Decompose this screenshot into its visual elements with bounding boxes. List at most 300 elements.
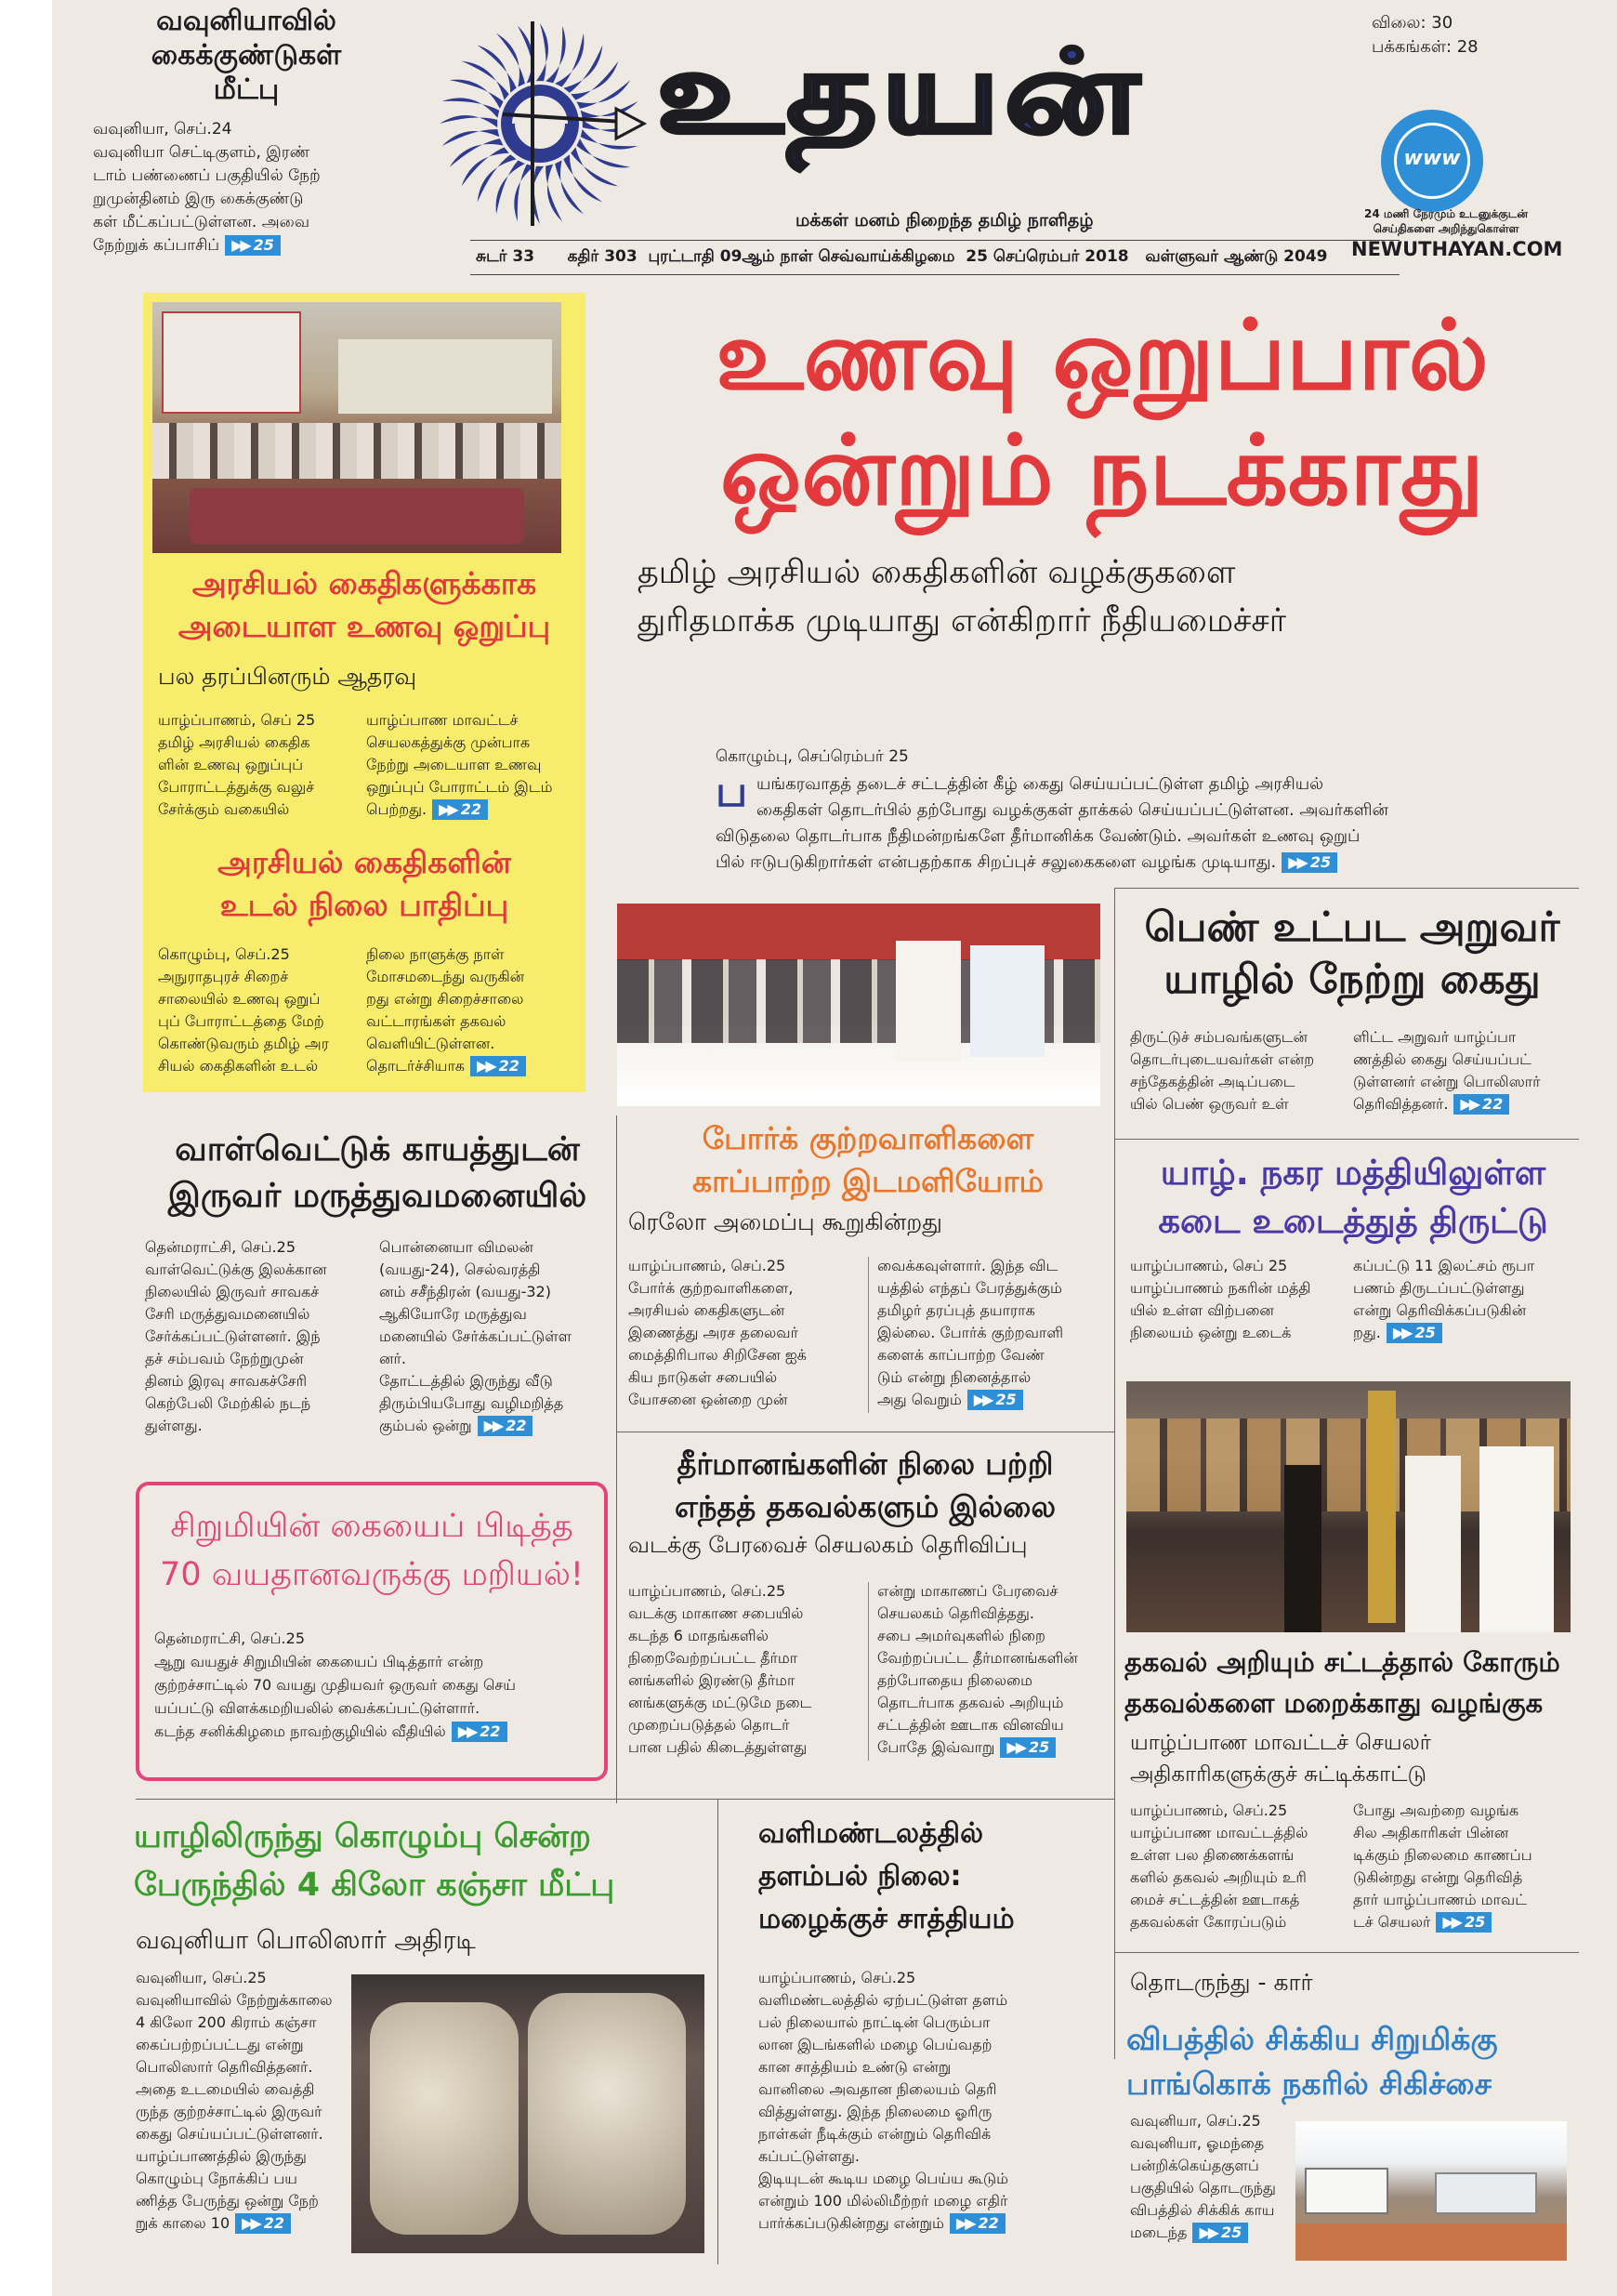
section-rule [1114, 1952, 1579, 1953]
girl-hand-headline-1: சிறுமியின் கையைப் பிடித்த [170, 1508, 573, 1545]
text-line: டுள்ளனர் என்று பொலிஸார் [1353, 1073, 1541, 1090]
text-line: போதே இவ்வாறு [877, 1738, 995, 1756]
text-line: போர்க் குற்றவாளிகளை, [628, 1279, 794, 1297]
text-line: வாள்வெட்டுக்கு இலக்கான [145, 1260, 327, 1278]
chevron-right-icon: ▶▶ [477, 1057, 494, 1075]
chevron-right-icon: ▶▶ [1392, 1324, 1411, 1341]
text-line [1130, 2222, 1293, 2244]
continued-badge[interactable] [1387, 1323, 1442, 1343]
chevron-right-icon: ▶▶ [1288, 853, 1306, 871]
text-line: போராட்டத்துக்கு வலுச் [158, 778, 315, 796]
weather-headline-2: தளம்பல் நிலை: [758, 1860, 962, 1893]
resolutions-headline [621, 1443, 1110, 1528]
column-rule [1114, 888, 1115, 2059]
women-arrest-headline [1124, 902, 1580, 1006]
text-line: புப் போராட்டத்தை மேற் [158, 1012, 324, 1030]
bangkok-body [1130, 2110, 1293, 2244]
column-rule [616, 1115, 617, 1803]
text-line: னங்களுக்கு மட்டுமே நடை [628, 1694, 812, 1711]
cannabis-headline-1: யாழிலிருந்து கொழும்பு சென்ற [134, 1818, 591, 1855]
text-line: கொழும்பு, செப்.25 [158, 945, 290, 963]
lead-headline-2: ஒன்றும் நடக்காது [720, 414, 1484, 527]
text-line: வவுனியா, செப்.25 [136, 1969, 267, 1986]
continued-badge[interactable] [432, 799, 488, 820]
text-line: ளின் உணவு ஒறுப்புப் [158, 756, 304, 773]
text-line: டிக்கும் நிலைமை காணப்ப [1353, 1846, 1532, 1864]
text-line: முறைப்படுத்தல் தொடர் [628, 1716, 790, 1734]
text-line: சேர்க்கும் வகையில் [158, 800, 290, 818]
text-line: தென்மராட்சி, செப்.25 [154, 1630, 305, 1647]
text-line: களில் தகவல் அறியும் உரி [1130, 1868, 1307, 1886]
yb-story1-sub: பல தரப்பினரும் ஆதரவு [158, 663, 417, 690]
text-line: சில அதிகாரிகள் பின்ன [1353, 1824, 1509, 1841]
text-line [366, 1055, 575, 1077]
text-line: டச் செயலர் [1353, 1913, 1431, 1931]
text-line: 4 கிலோ 200 கிராம் கஞ்சா [136, 2013, 317, 2031]
cannabis-packages-photo [351, 1974, 704, 2253]
text-line: கைதிகள் தொடர்பில் தற்போது வழக்குகள் தாக்கல் செய்யப்பட்டுள்ளன. அவர்களின் [756, 800, 1388, 820]
lead-story [610, 297, 1595, 645]
section-rule [1114, 1139, 1579, 1140]
sword-attack-col1 [145, 1236, 368, 1437]
yb-story2-col1 [158, 943, 358, 1077]
text-line: வவுனியா செட்டிகுளம், இரண் [93, 143, 310, 162]
text-line: தமிழர் தரப்புத் தயாராக [877, 1301, 1035, 1319]
continued-page: 25 [1464, 1913, 1486, 1931]
chevron-right-icon: ▶▶ [242, 2214, 259, 2232]
text-line: கும்பல் ஒன்று [379, 1417, 472, 1434]
sword-attack-col2 [379, 1236, 611, 1437]
continued-badge[interactable] [950, 2213, 1006, 2234]
yb-story2-headline-2: உடல் நிலை பாதிப்பு [219, 887, 509, 923]
page-count: பக்கங்கள்: 28 [1372, 37, 1479, 57]
text-line: அது வெறும் [877, 1391, 962, 1408]
weather-headline [758, 1813, 1102, 1941]
lead-dateline: கொழும்பு, செப்ரெம்பர் 25 [716, 747, 909, 766]
text-line: கொழும்பு நோக்கிப் பய [136, 2170, 297, 2187]
text-line: நாள்கள் நீடிக்கும் என்றும் தெரிவிக் [758, 2125, 992, 2143]
text-line: பணம் திருடப்பட்டுள்ளது [1353, 1279, 1525, 1297]
text-line: தச் சம்பவம் நேற்றுமுன் [145, 1350, 304, 1367]
text-line: விடுதலை தொடர்பாக நீதிமன்றங்களே தீர்மானிக்க வேண்டும். அவர்கள் உணவு ஒறுப் [716, 826, 1361, 846]
yb-story1-col2 [366, 709, 575, 821]
resolutions-headline-2: எந்தத் தகவல்களும் இல்லை [675, 1489, 1056, 1524]
text-line: நேற்று அடையாள உணவு [366, 756, 542, 773]
text-line: என்றும் 100 மில்லிமீற்றர் மழை எதிர் [758, 2192, 1008, 2210]
girl-hand-box [136, 1482, 608, 1781]
text-line: என்று மாகாணப் பேரவைச் [877, 1582, 1058, 1600]
text-line: குற்றச்சாட்டில் 70 வயது முதியவர் ஒருவர் கைது செய் [154, 1676, 516, 1694]
rti-col2 [1353, 1800, 1581, 1933]
text-line [716, 850, 1589, 876]
text-line: ணித்த பேருந்து ஒன்று நேற் [136, 2192, 319, 2210]
text-line: யாழ்ப்பாண மாவட்டச் [366, 711, 519, 729]
text-line: ஒறுப்புப் போராட்டம் இடம் [366, 778, 553, 796]
text-line: ணத்தில் கைது செய்யப்பட் [1353, 1050, 1532, 1068]
newspaper-page [52, 0, 1617, 2296]
women-arrest-headline-2: யாழில் நேற்று கைது [1163, 956, 1541, 1003]
text-line: தார் யாழ்ப்பாணம் மாவட் [1353, 1891, 1527, 1908]
text-line: பொலிஸார் தெரிவித்தனர். [136, 2058, 313, 2076]
text-line [1353, 1322, 1581, 1344]
chevron-right-icon: ▶▶ [1199, 2223, 1217, 2241]
text-line: யாழ்ப்பாணம், செப்.25 [628, 1582, 786, 1600]
shop-theft-headline [1121, 1149, 1585, 1246]
web-note-1: 24 மணி நேரமும் உடனுக்குடன் [1364, 207, 1528, 220]
text-line: ளிட்ட அறுவர் யாழ்ப்பா [1353, 1028, 1517, 1046]
top-left-story [93, 4, 400, 257]
text-line: தொடர்புடையவர்கள் என்ற [1130, 1050, 1315, 1068]
sun-logo-icon [433, 17, 647, 231]
continued-badge[interactable] [1436, 1912, 1492, 1933]
text-line: தோட்டத்தில் இருந்து வீடு [379, 1372, 553, 1390]
text-line: சாலையில் உணவு ஒறுப் [158, 990, 321, 1008]
continued-badge[interactable] [1453, 1094, 1509, 1115]
text-line: வெளியிட்டுள்ளன. [366, 1035, 495, 1052]
chevron-right-icon: ▶▶ [483, 1417, 502, 1434]
continued-page: 25 [1221, 2223, 1242, 2241]
issue-line: சுடர் 33 கதிர் 303 புரட்டாதி 09ஆம் நாள் செவ்வாய்க்கிழமை 25 செப்ரெம்பர் 2018 வள்ளுவர் ஆண்டு 2049 [476, 247, 1328, 266]
text-line: யாழ்ப்பாணம், செப்.25 [628, 1257, 786, 1274]
text-line: மைச் சட்டத்தின் ஊடாகத் [1130, 1891, 1300, 1908]
text-line: பான பதில் கிடைத்துள்ளது [628, 1738, 808, 1756]
resolutions-col1 [628, 1580, 861, 1759]
text-line: கிய நாடுகள் சபையில் [628, 1368, 778, 1386]
war-crimes-headline-2: காப்பாற்ற இடமளியோம் [691, 1163, 1045, 1199]
protest-photo [152, 302, 561, 553]
continued-page: 25 [253, 236, 274, 254]
text-line: யாழ்ப்பாண மாவட்டத்தில் [1130, 1824, 1308, 1841]
text-line: பகுதியில் தொடருந்து [1130, 2179, 1276, 2197]
text-line: டுகின்றது என்று தெரிவித் [1353, 1868, 1523, 1886]
text-line: வவுனியா, செப்.24 [93, 120, 232, 139]
masthead [405, 0, 1334, 288]
text-line: தகவல்கள் கோரப்படும் [1130, 1913, 1287, 1931]
text-line: பெற்றது. [366, 800, 427, 818]
text-line [93, 234, 400, 257]
text-line: மனையில் சேர்க்கப்பட்டுள்ள [379, 1327, 572, 1345]
text-line [366, 798, 575, 821]
web-badge-label: www [1403, 147, 1461, 170]
text-line [758, 2212, 1111, 2235]
text-line: கடந்த 6 மாதங்களில் [628, 1627, 769, 1644]
text-line: னங்களில் இரண்டு தீர்மா [628, 1671, 795, 1689]
text-line: றுக் காலை 10 [136, 2214, 230, 2232]
text-line: தெரிவித்தனர். [1353, 1095, 1449, 1113]
continued-badge[interactable] [235, 2213, 291, 2234]
text-line: மைத்திரிபால சிறிசேன ஐக் [628, 1346, 807, 1364]
continued-page: 25 [1414, 1324, 1436, 1341]
resolutions-sub: வடக்கு பேரவைச் செயலகம் தெரிவிப்பு [628, 1532, 1028, 1558]
text-line: வவுனியாவில் நேற்றுக்காலை [136, 1991, 333, 2009]
weather-body [758, 1967, 1111, 2235]
text-line: யங்கரவாதத் தடைச் சட்டத்தின் கீழ் கைது செய்யப்பட்டுள்ள தமிழ் அரசியல் [756, 774, 1324, 794]
text-line: கப்பட்டு 11 இலட்சம் ரூபா [1353, 1257, 1535, 1274]
lead-headline-1: உணவு ஒறுப்பால் [716, 298, 1489, 412]
text-line: பார்க்கப்படுகின்றது என்றும் [758, 2214, 944, 2232]
text-line [877, 1736, 1114, 1759]
price: விலை: 30 [1372, 13, 1453, 33]
bangkok-kicker: தொடருந்து - கார் [1130, 1969, 1313, 1996]
section-rule [1114, 888, 1579, 889]
continued-page: 22 [480, 1722, 501, 1740]
chevron-right-icon: ▶▶ [1442, 1913, 1460, 1931]
top-left-body [93, 118, 400, 257]
weather-headline-3: மழைக்குச் சாத்தியம் [758, 1903, 1015, 1935]
rti-headline [1124, 1642, 1580, 1723]
continued-page: 25 [1029, 1738, 1050, 1756]
continued-badge[interactable] [225, 235, 281, 256]
text-line: வளிமண்டலத்தில் ஏற்பட்டுள்ள தளம் [758, 1991, 1008, 2009]
continued-badge[interactable] [967, 1390, 1023, 1410]
text-line: தென்மராட்சி, செப்.25 [145, 1238, 296, 1256]
sword-attack-headline-2: இருவர் மருத்துவமனையில் [167, 1177, 587, 1215]
text-line: அநுராதபுரச் சிறைச் [158, 968, 289, 985]
text-line [136, 2212, 349, 2235]
text-line: றுமுன்தினம் இரு கைக்குண்டு [93, 190, 304, 208]
yb-story2-col2 [366, 943, 575, 1077]
shop-theft-headline-2: கடை உடைத்துத் திருட்டு [1158, 1201, 1548, 1241]
text-line: கெற்பேலி மேற்கில் நடந் [145, 1394, 311, 1412]
text-line: சந்தேகத்தின் அடிப்படை [1130, 1073, 1295, 1090]
text-line: டாம் பண்ணைப் பகுதியில் நேற் [93, 166, 321, 185]
text-line: யாழ்ப்பாணம், செப் 25 [1130, 1257, 1288, 1274]
top-left-headline-1: வவுனியாவில் [156, 5, 336, 37]
text-line: நிலையம் ஒன்று உடைக் [1130, 1324, 1292, 1341]
shop-theft-col2 [1353, 1255, 1581, 1344]
text-line: அரசியல் கைதிகளுடன் [628, 1301, 785, 1319]
continued-page: 22 [460, 800, 481, 818]
resolutions-headline-1: தீர்மானங்களின் நிலை பற்றி [677, 1446, 1054, 1482]
text-line: யத்தில் எந்தப் பேரத்துக்கும் [877, 1279, 1062, 1297]
lead-drop-cap: ப [716, 766, 748, 816]
text-line: சட்டத்தின் ஊடாக வினவிய [877, 1716, 1064, 1734]
text-line: பல் நிலையால் நாட்டின் பெரும்பா [758, 2013, 991, 2031]
text-line: தற்போதைய நிலைமை [877, 1671, 1032, 1689]
chevron-right-icon: ▶▶ [439, 800, 456, 818]
continued-page: 25 [1309, 853, 1332, 871]
text-line: யோசனை ஒன்றை முன் [628, 1391, 788, 1408]
text-line [877, 1389, 1110, 1411]
top-left-headline-3: மீட்பு [213, 73, 280, 106]
lead-sub-1: தமிழ் அரசியல் கைதிகளின் வழக்குகளை [638, 554, 1236, 591]
press-meet-photo [617, 904, 1100, 1106]
text-line: ஆகியோரே மருத்துவ [379, 1305, 527, 1323]
chevron-right-icon: ▶▶ [231, 236, 249, 254]
text-line: தொடர்ச்சியாக [366, 1057, 466, 1075]
sword-attack-headline [145, 1127, 610, 1220]
masthead-tagline: மக்கள் மனம் நிறைந்த தமிழ் நாளிதழ் [795, 210, 1094, 231]
chevron-right-icon: ▶▶ [955, 2214, 974, 2232]
text-line: யாழ்ப்பாணம் நகரின் மத்தி [1130, 1279, 1311, 1297]
yb-story1-headline-2: அடையாள உணவு ஒறுப்பு [177, 608, 551, 644]
women-arrest-col2 [1353, 1026, 1576, 1115]
continued-badge[interactable] [1000, 1737, 1056, 1758]
resolutions-col2 [877, 1580, 1114, 1759]
text-line: மோசமடைந்து வருகின் [366, 968, 525, 985]
text-line: னர். [379, 1350, 406, 1367]
text-line: கான சாத்தியம் உண்டு என்று [758, 2058, 952, 2076]
text-line: கள் மீட்கப்பட்டுள்ளன. அவை [93, 213, 309, 231]
text-line [154, 1720, 600, 1743]
text-line: வித்துள்ளது. இந்த நிலைமை ஓரிரு [758, 2103, 993, 2120]
column-rule [717, 1800, 718, 2264]
text-line: சேரி மருத்துவமனையில் [145, 1305, 310, 1323]
text-line [1353, 1093, 1576, 1115]
text-line: செயலகத்துக்கு முன்பாக [366, 733, 531, 751]
column-rule [868, 1582, 869, 1761]
text-line: தமிழ் அரசியல் கைதிக [158, 733, 310, 751]
text-line: லான இடங்களில் மழை பெய்வதற் [758, 2036, 993, 2053]
chevron-right-icon: ▶▶ [1460, 1095, 1479, 1113]
text-line: பன்றிக்கெய்தகுளப் [1130, 2157, 1259, 2174]
text-line: றது. [1353, 1324, 1381, 1341]
text-line: களைக் காப்பாற்ற வேண் [877, 1346, 1045, 1364]
chevron-right-icon: ▶▶ [1006, 1738, 1025, 1756]
rti-col1 [1130, 1800, 1348, 1933]
continued-page: 22 [498, 1057, 519, 1075]
masthead-rule-top [470, 240, 1400, 241]
chevron-right-icon: ▶▶ [973, 1391, 992, 1408]
continued-badge[interactable] [470, 1056, 526, 1076]
war-crimes-sub: ரெலோ அமைப்பு கூறுகின்றது [628, 1208, 942, 1235]
bangkok-headline [1126, 2017, 1582, 2106]
text-line: யாழ்ப்பாணம், செப்.25 [758, 1969, 916, 1986]
yb-story1-headline-1: அரசியல் கைதிகளுக்காக [191, 565, 537, 601]
continued-page: 22 [978, 2214, 999, 2232]
text-line: யாழ்ப்பாணம், செப் 25 [158, 711, 316, 729]
text-line: சபை அமர்வுகளில் நிறை [877, 1627, 1045, 1644]
women-arrest-col1 [1130, 1026, 1344, 1115]
text-line: சியல் கைதிகளின் உடல் [158, 1057, 319, 1075]
text-line: யாழ்ப்பாணத்தில் இருந்து [136, 2147, 307, 2165]
text-line: திரும்பியபோது வழிமறித்த [379, 1394, 564, 1412]
lead-body [716, 772, 1589, 876]
war-crimes-col2 [877, 1255, 1110, 1411]
cannabis-sub: வவுனியா பொலிஸார் அதிரடி [136, 1926, 476, 1955]
text-line: பில் ஈடுபடுகிறார்கள் என்பதற்காக சிறப்புச் சலுகைகளை வழங்க முடியாது. [716, 852, 1277, 872]
text-line: கடந்த சனிக்கிழமை நாவற்குழியில் வீதியில் [154, 1722, 446, 1740]
text-line: ஆறு வயதுச் சிறுமியின் கையைப் பிடித்தார் என்ற [154, 1653, 484, 1670]
text-line: போது அவற்றை வழங்க [1353, 1801, 1519, 1819]
text-line: வவுனியா, ஓமந்தை [1130, 2134, 1265, 2152]
text-line: யில் பெண் ஒருவர் உள் [1130, 1095, 1289, 1113]
rti-headline-1: தகவல் அறியும் சட்டத்தால் கோரும் [1124, 1646, 1560, 1678]
continued-badge[interactable] [478, 1416, 533, 1436]
cannabis-headline-2: பேருந்தில் 4 கிலோ கஞ்சா மீட்பு [134, 1867, 615, 1904]
text-line: துள்ளது. [145, 1417, 203, 1434]
text-line: வானிலை அவதான நிலையம் தெரி [758, 2080, 997, 2098]
text-line: தொடர்பாக தகவல் அறியும் [877, 1694, 1064, 1711]
text-line: கப்பட்டுள்ளது. [758, 2147, 860, 2165]
rti-sub [1130, 1727, 1431, 1790]
text-line: நேற்றுக் கப்பாசிப் [93, 236, 220, 255]
web-note [1344, 206, 1548, 236]
text-line: இணைத்து அரச தலைவர் [628, 1324, 798, 1341]
text-line: பொன்னையா விமலன் [379, 1238, 533, 1256]
section-rule [136, 1799, 1114, 1800]
text-line: யில் உள்ள விற்பனை [1130, 1301, 1274, 1319]
war-crimes-headline [626, 1117, 1110, 1203]
column-rule [868, 1257, 869, 1413]
yb-story1-col1 [158, 709, 358, 821]
text-line: நிலை நாளுக்கு நாள் [366, 945, 505, 963]
bangkok-headline-1: விபத்தில் சிக்கிய சிறுமிக்கு [1126, 2021, 1498, 2057]
masthead-title: உதயன் [656, 26, 1143, 160]
text-line: நிலையில் இருவர் சாவகச் [145, 1283, 320, 1300]
text-line: நிறைவேற்றப்பட்ட தீர்மா [628, 1649, 798, 1667]
continued-badge[interactable] [1192, 2223, 1248, 2243]
text-line: அதை உடமையில் வைத்தி [136, 2080, 315, 2098]
text-line: வைக்கவுள்ளார். இந்த விட [877, 1257, 1058, 1274]
continued-page: 22 [1482, 1095, 1504, 1113]
text-line: கைது செய்யப்பட்டுள்ளனர். [136, 2125, 323, 2143]
girl-hand-headline-2: 70 வயதானவருக்கு மறியல்! [160, 1556, 584, 1593]
text-line: யாழ்ப்பாணம், செப்.25 [1130, 1801, 1288, 1819]
rti-sub-1: யாழ்ப்பாண மாவட்டச் செயலர் [1130, 1731, 1431, 1755]
web-badge[interactable] [1381, 110, 1483, 212]
war-crimes-headline-1: போர்க் குற்றவாளிகளை [702, 1120, 1034, 1156]
text-line: தினம் இரவு சாவகச்சேரி [145, 1372, 308, 1390]
text-line: கைப்பற்றப்பட்டது என்று [136, 2036, 304, 2053]
shop-theft-col1 [1130, 1255, 1344, 1344]
girl-hand-body [154, 1627, 600, 1743]
text-line: வடக்கு மாகாண சபையில் [628, 1604, 804, 1622]
continued-page: 25 [995, 1391, 1017, 1408]
text-line: வவுனியா, செப்.25 [1130, 2112, 1261, 2130]
text-line: டும் என்று நினைத்தால் [877, 1368, 1032, 1386]
text-line [379, 1415, 611, 1437]
text-line [1353, 1911, 1581, 1933]
continued-badge[interactable] [452, 1722, 507, 1742]
yellow-feature-box [143, 293, 585, 1092]
text-line: இல்லை. போர்க் குற்றவாளி [877, 1324, 1064, 1341]
text-line: வேற்றப்பட்ட தீர்மானங்களின் [877, 1649, 1078, 1667]
continued-page: 22 [506, 1417, 527, 1434]
text-line: இடியுடன் கூடிய மழை பெய்ய கூடும் [758, 2170, 1008, 2187]
masthead-rule-bottom [470, 274, 1400, 275]
text-line: சேர்க்கப்பட்டுள்ளனர். இந் [145, 1327, 321, 1345]
women-arrest-headline-1: பெண் உட்பட அறுவர் [1144, 904, 1560, 951]
rti-headline-2: தகவல்களை மறைக்காது வழங்குக [1124, 1687, 1544, 1719]
cannabis-body [136, 1967, 349, 2235]
war-crimes-col1 [628, 1255, 861, 1411]
text-line: திருட்டுச் சம்பவங்களுடன் [1130, 1028, 1308, 1046]
chevron-right-icon: ▶▶ [457, 1722, 476, 1740]
text-line: கொண்டுவரும் தமிழ் அர [158, 1035, 329, 1052]
text-line: உள்ள பல திணைக்களங் [1130, 1846, 1295, 1864]
cannabis-headline [134, 1813, 803, 1909]
text-line: விபத்தில் சிக்கிக் காய [1130, 2201, 1275, 2219]
text-line: (வயது-24), செல்வரத்தி [379, 1260, 541, 1278]
sword-attack-headline-1: வாள்வெட்டுக் காயத்துடன் [175, 1130, 580, 1168]
continued-badge[interactable] [1282, 852, 1337, 873]
top-left-headline-2: கைக்குண்டுகள் [151, 39, 342, 72]
shop-theft-headline-1: யாழ். நகர மத்தியிலுள்ள [1160, 1153, 1546, 1193]
bangkok-headline-2: பாங்கொக் நகரில் சிகிச்சை [1126, 2065, 1492, 2102]
continued-page: 22 [263, 2214, 285, 2232]
text-line: யப்பட்டு விளக்கமறியலில் வைக்கப்பட்டுள்ளார். [154, 1699, 480, 1717]
website-link[interactable]: NEWUTHAYAN.COM [1351, 238, 1563, 260]
rti-sub-2: அதிகாரிகளுக்குச் சுட்டிக்காட்டு [1130, 1762, 1427, 1787]
lamp-lighting-photo [1126, 1381, 1571, 1632]
accident-scene-photo [1295, 2121, 1567, 2261]
web-note-2: செய்திகளை அறிந்துகொள்ள [1373, 222, 1519, 235]
text-line: செயலகம் தெரிவித்தது. [877, 1604, 1034, 1622]
text-line: றது என்று சிறைச்சாலை [366, 990, 524, 1008]
text-line: என்று தெரிவிக்கப்படுகின் [1353, 1301, 1527, 1319]
lead-sub-2: துரிதமாக்க முடியாது என்கிறார் நீதியமைச்சர் [638, 602, 1287, 640]
